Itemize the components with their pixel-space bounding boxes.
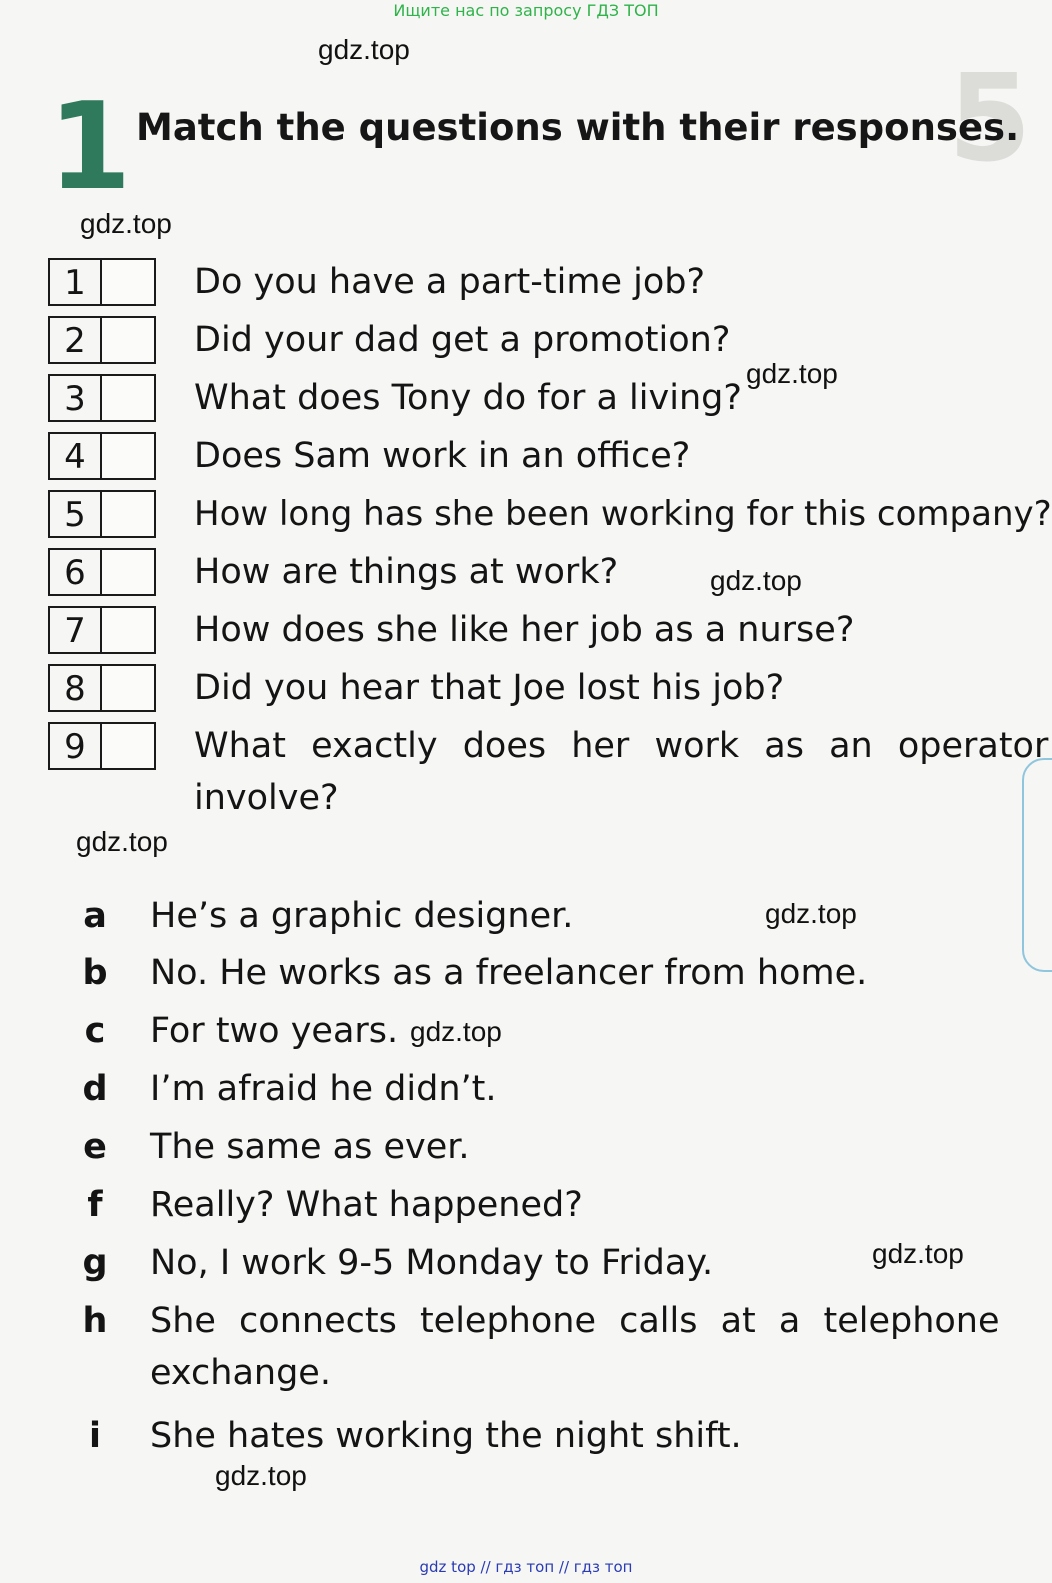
response-text-continued: exchange. bbox=[150, 1353, 331, 1393]
response-text: The same as ever. bbox=[150, 1127, 470, 1167]
question-text-continued: involve? bbox=[194, 778, 339, 818]
response-text: No, I work 9-5 Monday to Friday. bbox=[150, 1243, 714, 1283]
question-number: 8 bbox=[50, 666, 102, 710]
answer-box[interactable] bbox=[102, 550, 154, 594]
top-banner: Ищите нас по запросу ГДЗ ТОП bbox=[393, 1, 659, 20]
question-number: 7 bbox=[50, 608, 102, 652]
question-text: Did your dad get a promotion? bbox=[194, 320, 731, 360]
answer-box[interactable] bbox=[102, 724, 154, 768]
watermark: gdz.top bbox=[710, 565, 802, 596]
question-number: 4 bbox=[50, 434, 102, 478]
question-text: Did you hear that Joe lost his job? bbox=[194, 668, 785, 708]
question-number: 3 bbox=[50, 376, 102, 420]
question-text: How are things at work? bbox=[194, 552, 619, 592]
background-ghost-number: 5 bbox=[948, 50, 1032, 189]
exercise-title: Match the questions with their responses. bbox=[136, 106, 1020, 149]
response-text: She hates working the night shift. bbox=[150, 1416, 742, 1456]
question-row bbox=[48, 374, 1008, 424]
question-text: Do you have a part-time job? bbox=[194, 262, 706, 302]
question-number: 1 bbox=[50, 260, 102, 304]
answer-box[interactable] bbox=[102, 666, 154, 710]
question-number: 5 bbox=[50, 492, 102, 536]
response-letter: i bbox=[89, 1416, 101, 1456]
response-text: For two years. bbox=[150, 1011, 399, 1051]
watermark: gdz.top bbox=[80, 208, 172, 239]
question-row bbox=[48, 664, 1008, 714]
side-tab-decoration bbox=[1022, 758, 1052, 972]
question-text: What does Tony do for a living? bbox=[194, 378, 742, 418]
response-letter: g bbox=[82, 1243, 108, 1283]
response-letter: c bbox=[84, 1011, 106, 1051]
question-row bbox=[48, 722, 1049, 832]
response-letter: h bbox=[82, 1301, 108, 1341]
response-text: Really? What happened? bbox=[150, 1185, 583, 1225]
response-text: He’s a graphic designer. bbox=[150, 896, 574, 936]
answer-box[interactable] bbox=[102, 434, 154, 478]
answer-box[interactable] bbox=[102, 318, 154, 362]
response-letter: d bbox=[82, 1069, 108, 1109]
question-number: 6 bbox=[50, 550, 102, 594]
question-text: How does she like her job as a nurse? bbox=[194, 610, 855, 650]
answer-box[interactable] bbox=[102, 260, 154, 304]
question-text: How long has she been working for this company? bbox=[194, 494, 1052, 534]
response-letter: f bbox=[87, 1185, 103, 1225]
response-text: She connects telephone calls at a telephone bbox=[150, 1301, 1000, 1341]
answer-box[interactable] bbox=[102, 608, 154, 652]
watermark: gdz.top bbox=[215, 1460, 307, 1491]
question-text: What exactly does her work as an operator bbox=[194, 726, 1049, 766]
watermark: gdz.top bbox=[872, 1238, 964, 1269]
question-row bbox=[48, 316, 1008, 366]
answer-box[interactable] bbox=[102, 492, 154, 536]
question-row bbox=[48, 490, 1052, 540]
watermark: gdz.top bbox=[765, 898, 857, 929]
question-text: Does Sam work in an office? bbox=[194, 436, 691, 476]
exercise-number: 1 bbox=[48, 78, 132, 217]
bottom-banner: gdz top // гдз топ // гдз топ bbox=[419, 1558, 633, 1576]
watermark: gdz.top bbox=[318, 34, 410, 65]
watermark: gdz.top bbox=[410, 1016, 502, 1047]
question-row bbox=[48, 258, 1008, 308]
question-number: 2 bbox=[50, 318, 102, 362]
response-letter: e bbox=[83, 1127, 107, 1167]
response-letter: b bbox=[82, 953, 108, 993]
question-row bbox=[48, 432, 1008, 482]
question-row bbox=[48, 548, 1008, 598]
answer-box[interactable] bbox=[102, 376, 154, 420]
response-letter: a bbox=[83, 896, 107, 936]
question-row bbox=[48, 606, 1008, 656]
watermark: gdz.top bbox=[746, 358, 838, 389]
question-number: 9 bbox=[50, 724, 102, 768]
response-text: I’m afraid he didn’t. bbox=[150, 1069, 497, 1109]
response-text: No. He works as a freelancer from home. bbox=[150, 953, 868, 993]
watermark: gdz.top bbox=[76, 826, 168, 857]
